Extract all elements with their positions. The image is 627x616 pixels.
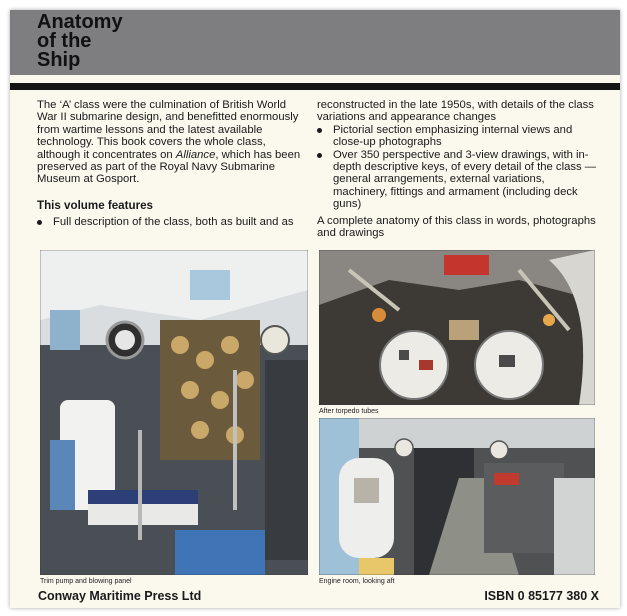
feature-item — [317, 149, 599, 211]
feature-item-text: Over 350 perspective and 3-view drawings, with in-depth descriptive keys, of every detail of the class — general arrangements, external variations, machinery, fittings and armament (including deck guns) — [333, 148, 597, 211]
isbn-number: ISBN 0 85177 380 X — [484, 589, 599, 603]
feature-item — [37, 216, 309, 228]
intro-italic-ship-name: Alliance — [175, 148, 216, 161]
photo-engine-room-image — [319, 418, 595, 575]
features-heading: This volume features — [37, 198, 153, 212]
header-rule — [10, 83, 620, 90]
features-list-left — [37, 216, 309, 228]
photo-engine-room — [319, 418, 595, 575]
caption-trim-pump: Trim pump and blowing panel — [40, 578, 132, 585]
features-list-right — [317, 124, 599, 211]
book-back-cover — [10, 10, 620, 608]
header-band — [10, 10, 620, 75]
photo-after-torpedo-tubes — [319, 250, 595, 405]
photo-trim-pump-panel — [40, 250, 308, 575]
closing-statement: A complete anatomy of this class in words, photographs and drawings — [317, 214, 596, 240]
caption-engine-room: Engine room, looking aft — [319, 578, 395, 585]
publisher-name: Conway Maritime Press Ltd — [38, 589, 202, 603]
caption-torpedo-tubes: After torpedo tubes — [319, 408, 379, 415]
feature-item-continued: reconstructed in the late 1950s, with details of the class variations and appearance changes — [317, 99, 594, 124]
intro-text-part: The ‘A’ class were the culmination of British World War II submarine design, and benefitted enormously from wartime lessons and the latest available technology. This book covers the whole class, although it concentrates on — [37, 99, 299, 161]
feature-item-text: Full description of the class, both as built and as — [53, 216, 294, 229]
photo-trim-pump-image — [40, 250, 308, 575]
intro-text-part: , which has been preserved as part of the Royal Navy Submarine Museum at Gosport. — [37, 148, 301, 186]
intro-paragraph — [37, 99, 309, 186]
feature-item-text: Pictorial section emphasizing internal views and close-up photographs — [333, 123, 573, 149]
left-text-column — [37, 99, 309, 229]
feature-item — [317, 124, 599, 149]
right-text-column — [317, 99, 599, 239]
series-title: Anatomy of the Ship — [37, 11, 123, 71]
bullet-icon — [37, 220, 42, 225]
photo-torpedo-tubes-image — [319, 250, 595, 405]
bullet-icon — [317, 128, 322, 133]
bullet-icon — [317, 153, 322, 158]
